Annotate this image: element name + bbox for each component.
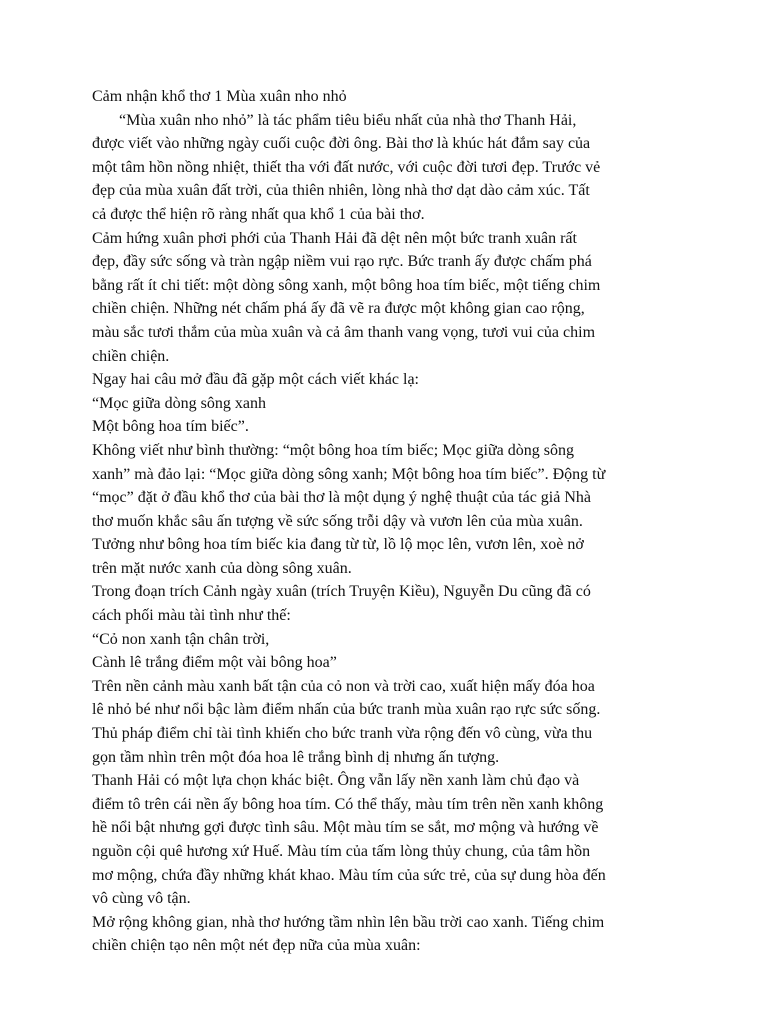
paragraph-line: Tưởng như bông hoa tím biếc kia đang từ từ, lồ lộ mọc lên, vươn lên, xoè nở bbox=[92, 536, 584, 554]
poem-line: “Cỏ non xanh tận chân trời, bbox=[92, 630, 270, 648]
paragraph-line: nguồn cội quê hương xứ Huế. Màu tím của tấm lòng thủy chung, của tâm hồn bbox=[92, 843, 591, 860]
paragraph-line: đẹp, đầy sức sống và tràn ngập niềm vui rạo rực. Bức tranh ấy được chấm phá bbox=[92, 253, 592, 271]
paragraph-line: trên mặt nước xanh của dòng sông xuân. bbox=[92, 559, 352, 577]
paragraph-line: vô cùng vô tận. bbox=[92, 890, 191, 908]
paragraph-line: lê nhỏ bé như nổi bậc làm điểm nhấn của bức tranh mùa xuân rạo rực sức sống. bbox=[92, 701, 601, 719]
poem-line: “Mọc giữa dòng sông xanh bbox=[92, 394, 266, 412]
paragraph-line: một tâm hồn nồng nhiệt, thiết tha với đất nước, với cuộc đời tươi đẹp. Trước vẻ bbox=[92, 158, 601, 176]
paragraph-line: Trên nền cảnh màu xanh bất tận của cỏ non và trời cao, xuất hiện mấy đóa hoa bbox=[92, 677, 595, 695]
poem-line: Một bông hoa tím biếc”. bbox=[92, 418, 249, 436]
paragraph-line: mơ mộng, chứa đầy những khát khao. Màu tím của sức trẻ, của sự dung hòa đến bbox=[92, 866, 606, 884]
paragraph-line: điểm tô trên cái nền ấy bông hoa tím. Có thể thấy, màu tím trên nền xanh không bbox=[92, 795, 604, 813]
paragraph-line: Cảm hứng xuân phơi phới của Thanh Hải đã dệt nên một bức tranh xuân rất bbox=[92, 229, 577, 247]
poem-line: Cành lê trắng điểm một vài bông hoa” bbox=[92, 654, 337, 672]
paragraph-line: “Mùa xuân nho nhỏ” là tác phẩm tiêu biểu nhất của nhà thơ Thanh Hải, bbox=[119, 111, 577, 129]
paragraph-line: đẹp của mùa xuân đất trời, của thiên nhiên, lòng nhà thơ dạt dào cảm xúc. Tất bbox=[92, 182, 590, 200]
paragraph-line: màu sắc tươi thắm của mùa xuân và cả âm thanh vang vọng, tươi vui của chim bbox=[92, 323, 596, 341]
paragraph-line: gọn tầm nhìn trên một đóa hoa lê trắng bình dị nhưng ấn tượng. bbox=[92, 748, 500, 766]
paragraph-line: “mọc” đặt ở đầu khổ thơ của bài thơ là một dụng ý nghệ thuật của tác giả Nhà bbox=[92, 489, 592, 507]
paragraph-line: Thanh Hải có một lựa chọn khác biệt. Ông vẫn lấy nền xanh làm chủ đạo và bbox=[92, 772, 580, 790]
paragraph-line: thơ muốn khắc sâu ấn tượng về sức sống trỗi dậy và vươn lên của mùa xuân. bbox=[92, 512, 583, 530]
paragraph-line: chiền chiện tạo nên một nét đẹp nữa của mùa xuân: bbox=[92, 937, 421, 955]
paragraph-line: hề nổi bật nhưng gợi được tình sâu. Một màu tím se sắt, mơ mộng và hướng về bbox=[92, 819, 599, 837]
paragraph-line: Trong đoạn trích Cảnh ngày xuân (trích Truyện Kiều), Nguyễn Du cũng đã có bbox=[92, 583, 591, 601]
paragraph-line: Ngay hai câu mở đầu đã gặp một cách viết khác lạ: bbox=[92, 371, 419, 389]
paragraph-line: chiền chiện. Những nét chấm phá ấy đã vẽ ra được một không gian cao rộng, bbox=[92, 300, 585, 318]
paragraph-line: Mở rộng không gian, nhà thơ hướng tầm nhìn lên bầu trời cao xanh. Tiếng chim bbox=[92, 913, 605, 931]
paragraph-line: cả được thể hiện rõ ràng nhất qua khổ 1 của bài thơ. bbox=[92, 205, 425, 223]
paragraph-line: cách phối màu tài tình như thế: bbox=[92, 607, 291, 625]
document-title: Cảm nhận khổ thơ 1 Mùa xuân nho nhỏ bbox=[92, 88, 347, 105]
paragraph-line: Không viết như bình thường: “một bông hoa tím biếc; Mọc giữa dòng sông bbox=[92, 441, 574, 459]
paragraph-line: bằng rất ít chi tiết: một dòng sông xanh, một bông hoa tím biếc, một tiếng chim bbox=[92, 276, 601, 294]
paragraph-line: Thủ pháp điểm chỉ tài tình khiến cho bức tranh vừa rộng đến vô cùng, vừa thu bbox=[92, 725, 593, 743]
paragraph-line: xanh” mà đảo lại: “Mọc giữa dòng sông xanh; Một bông hoa tím biếc”. Động từ bbox=[92, 465, 606, 483]
paragraph-line: chiền chiện. bbox=[92, 347, 170, 365]
paragraph-line: được viết vào những ngày cuối cuộc đời ông. Bài thơ là khúc hát đắm say của bbox=[92, 135, 591, 153]
document-body bbox=[92, 85, 682, 958]
